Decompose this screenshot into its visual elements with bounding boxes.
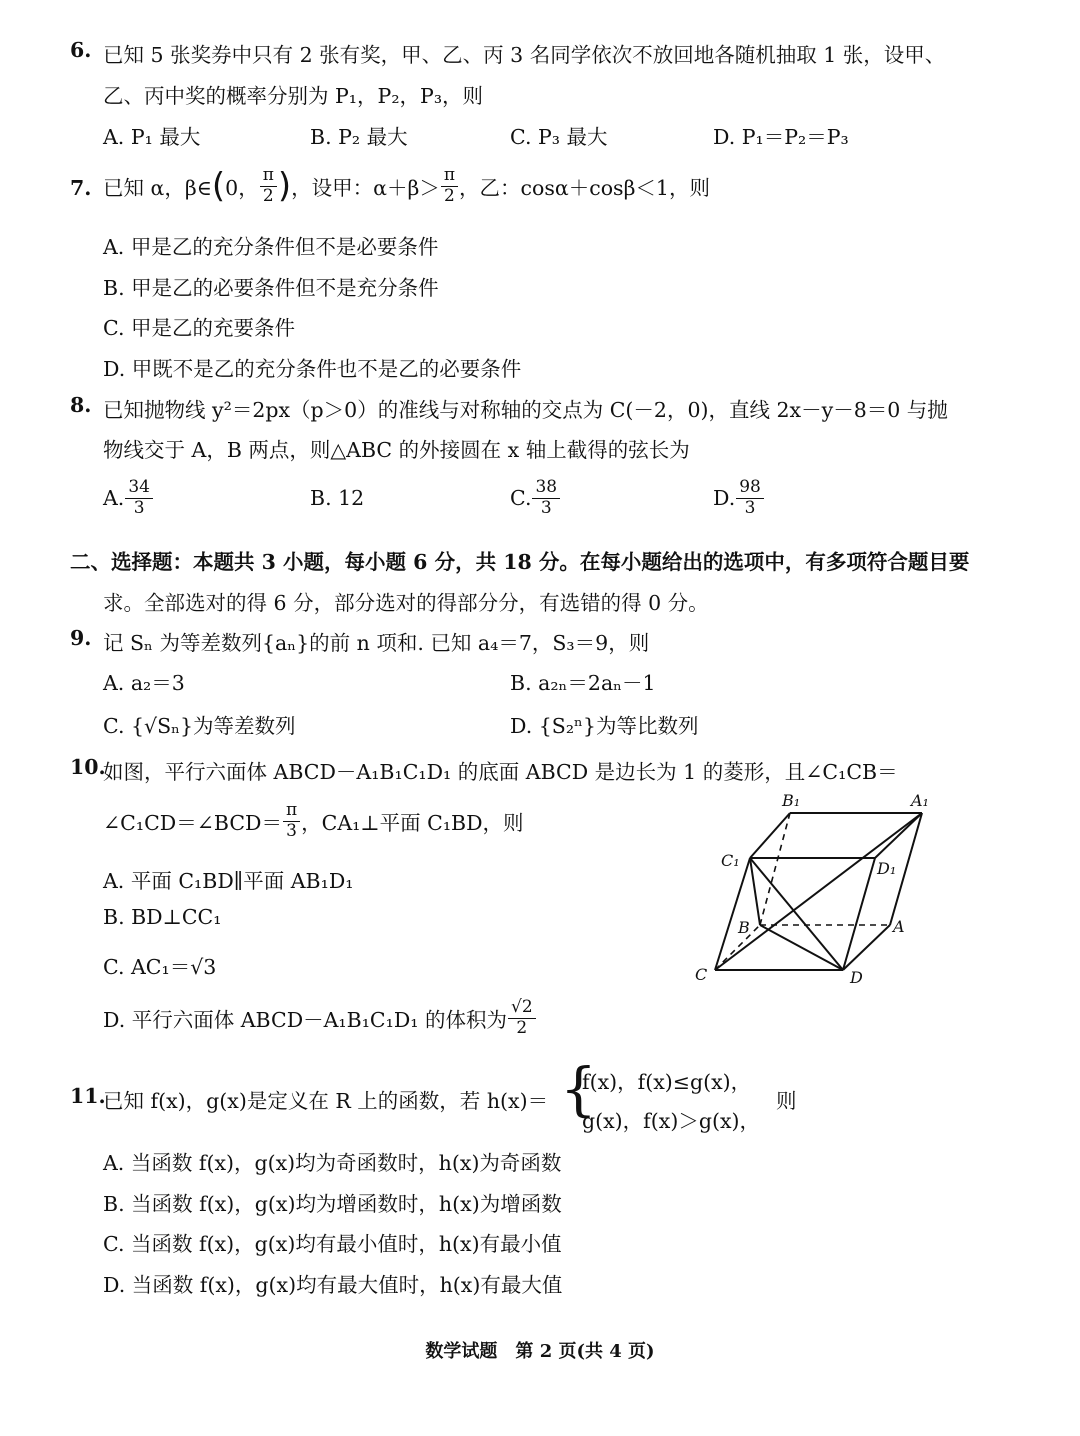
open-paren: ( [211, 166, 226, 206]
option-c: C. P₃ 最大 [510, 125, 608, 149]
page-footer: 数学试题 第 2 页(共 4 页) [425, 1341, 655, 1362]
option-a: A. 甲是乙的充分条件但不是必要条件 [103, 235, 439, 259]
question-number: 10. [70, 755, 106, 779]
question-number: 6. [70, 38, 92, 62]
stem-text: 已知 α，β∈ [103, 176, 212, 200]
question-number: 9. [70, 626, 92, 650]
option-b: B. 甲是乙的必要条件但不是充分条件 [103, 276, 439, 300]
label-C: C [695, 965, 708, 984]
option-a [103, 473, 154, 523]
option-c: C. 当函数 f(x)，g(x)均有最小值时，h(x)有最小值 [103, 1232, 562, 1256]
option-d: D. P₁＝P₂＝P₃ [713, 125, 849, 149]
numerator: 38 [532, 479, 560, 499]
numerator: π [283, 802, 300, 822]
option-d: D. 甲既不是乙的充分条件也不是乙的必要条件 [103, 357, 522, 381]
option-b: B. BD⊥CC₁ [103, 905, 222, 929]
denominator: 2 [516, 1017, 528, 1038]
stem-text: ∠C₁CD＝∠BCD＝ [103, 811, 282, 835]
label-D: D [850, 968, 863, 987]
option-fraction [125, 476, 153, 518]
diagonal-C1D [750, 858, 843, 970]
question-stem-line: 已知抛物线 y²＝2px（p＞0）的准线与对称轴的交点为 C(－2，0)，直线 2x－y－8＝0 与抛 [103, 398, 948, 422]
option-d [103, 993, 537, 1043]
numerator: √2 [508, 999, 536, 1019]
option-a: A. P₁ 最大 [103, 125, 201, 149]
section-instruction-line [70, 545, 969, 575]
option-c: C. {√Sₙ}为等差数列 [103, 714, 296, 738]
question-stem-line [103, 796, 524, 846]
option-b: B. P₂ 最大 [310, 125, 408, 149]
piecewise-case-2: g(x)，f(x)＞g(x)， [582, 1109, 761, 1133]
option-b: B. a₂ₙ＝2aₙ－1 [510, 671, 656, 695]
question-stem-line: 记 Sₙ 为等差数列{aₙ}的前 n 项和. 已知 a₄＝7，S₃＝9，则 [103, 631, 650, 655]
denominator: 2 [444, 185, 455, 206]
option-d [713, 473, 765, 523]
denominator: 3 [133, 497, 145, 518]
label-C1: C₁ [721, 851, 740, 870]
option-label: D. [713, 486, 736, 510]
option-label: C. [510, 486, 532, 510]
question-stem-line: 如图，平行六面体 ABCD－A₁B₁C₁D₁ 的底面 ABCD 是边长为 1 的菱形，且∠C₁CB＝ [103, 760, 898, 784]
option-fraction [532, 476, 560, 518]
option-fraction [736, 476, 764, 518]
diagonal-BD [760, 925, 843, 970]
option-a: A. 平面 C₁BD∥平面 AB₁D₁ [103, 869, 354, 893]
stem-text: ，设甲：α＋β＞ [291, 176, 440, 200]
piecewise-case-1: f(x)，f(x)≤g(x)， [582, 1070, 752, 1094]
denominator: 3 [286, 820, 297, 841]
question-stem-line: 已知 f(x)，g(x)是定义在 R 上的函数，若 h(x)＝ [103, 1089, 549, 1113]
stem-text: ，乙：cosα＋cosβ＜1，则 [459, 176, 710, 200]
option-d: D. {S₂ⁿ}为等比数列 [510, 714, 699, 738]
parallelepiped-figure [680, 780, 960, 1000]
edge-DD1 [843, 858, 875, 970]
stem-text: ，CA₁⊥平面 C₁BD，则 [301, 811, 524, 835]
denominator: 3 [744, 497, 756, 518]
option-a: A. 当函数 f(x)，g(x)均为奇函数时，h(x)为奇函数 [103, 1151, 562, 1175]
option-text: D. 平行六面体 ABCD－A₁B₁C₁D₁ 的体积为 [103, 1008, 508, 1032]
diagonal-CA1 [715, 813, 922, 970]
question-stem-line: 物线交于 A，B 两点，则△ABC 的外接圆在 x 轴上截得的弦长为 [103, 438, 690, 462]
question-number: 11. [70, 1084, 106, 1108]
label-B: B [738, 918, 750, 937]
stem-text: 则 [776, 1089, 797, 1113]
fraction-pi-over-3 [283, 799, 300, 841]
label-A: A [893, 917, 905, 936]
question-number: 7. [70, 176, 92, 200]
denominator: 3 [540, 497, 552, 518]
question-stem-line: 已知 5 张奖券中只有 2 张有奖，甲、乙、丙 3 名同学依次不放回地各随机抽取 1 张，设甲、 [103, 43, 946, 67]
question-stem-line: 乙、丙中奖的概率分别为 P₁，P₂，P₃，则 [103, 84, 484, 108]
option-fraction [508, 996, 536, 1038]
label-D1: D₁ [877, 859, 897, 878]
numerator: π [260, 167, 277, 187]
option-c: C. 甲是乙的充要条件 [103, 316, 295, 340]
label-A1: A₁ [911, 791, 929, 810]
piecewise-brace: { [560, 1055, 597, 1123]
option-c: C. AC₁＝√3 [103, 955, 217, 979]
option-b [310, 473, 364, 523]
section-title: 二、选择题：本题共 3 小题，每小题 6 分，共 18 分。在每小题给出的选项中，有多项符合题目要 [70, 550, 970, 574]
label-B1: B₁ [782, 791, 801, 810]
fraction-pi-over-2 [441, 164, 458, 206]
question-stem-line [103, 160, 710, 212]
numerator: 34 [125, 479, 153, 499]
question-number: 8. [70, 393, 92, 417]
close-paren: ) [277, 166, 292, 206]
denominator: 2 [262, 185, 274, 206]
option-text: B. 12 [310, 486, 365, 510]
numerator: π [441, 167, 458, 187]
option-b: B. 当函数 f(x)，g(x)均为增函数时，h(x)为增函数 [103, 1192, 562, 1216]
option-a: A. a₂＝3 [103, 671, 185, 695]
option-label: A. [103, 486, 125, 510]
section-instruction-line: 求。全部选对的得 6 分，部分选对的得部分分，有选错的得 0 分。 [103, 591, 709, 615]
option-d: D. 当函数 f(x)，g(x)均有最大值时，h(x)有最大值 [103, 1273, 563, 1297]
stem-text: 0， [225, 176, 259, 200]
fraction-pi-over-2 [260, 164, 277, 206]
numerator: 98 [736, 479, 764, 499]
option-c [510, 473, 561, 523]
